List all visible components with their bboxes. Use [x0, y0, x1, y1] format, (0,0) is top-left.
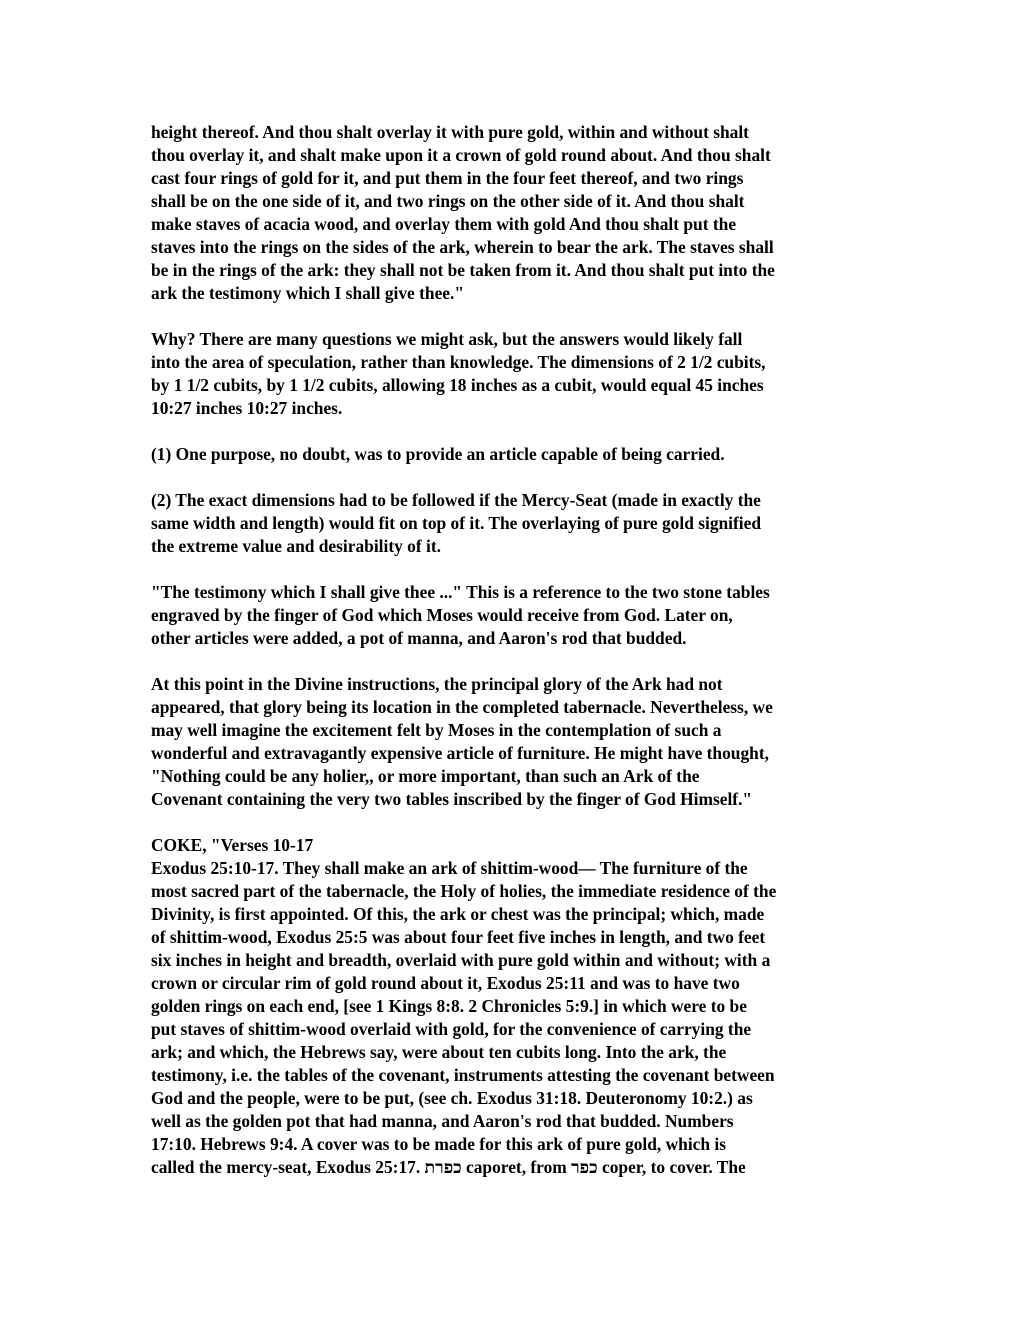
text-line: crown or circular rim of gold round about it, Exodus 25:11 and was to have two	[151, 973, 740, 993]
text-line: wonderful and extravagantly expensive article of furniture. He might have thought,	[151, 743, 769, 763]
text-line: shall be on the one side of it, and two rings on the other side of it. And thou shalt	[151, 191, 745, 211]
text-line: staves into the rings on the sides of the ark, wherein to bear the ark. The staves shall	[151, 237, 774, 257]
text-line: well as the golden pot that had manna, and Aaron's rod that budded. Numbers	[151, 1111, 734, 1131]
text-line: by 1 1/2 cubits, by 1 1/2 cubits, allowing 18 inches as a cubit, would equal 45 inches	[151, 375, 764, 395]
text-line: height thereof. And thou shalt overlay it with pure gold, within and without shalt	[151, 122, 749, 142]
text-line: six inches in height and breadth, overlaid with pure gold within and without; with a	[151, 950, 771, 970]
text-line: the extreme value and desirability of it.	[151, 536, 441, 556]
text-line: Divinity, is first appointed. Of this, the ark or chest was the principal; which, made	[151, 904, 765, 924]
text-line: thou overlay it, and shalt make upon it a crown of gold round about. And thou shalt	[151, 145, 771, 165]
text-line: (1) One purpose, no doubt, was to provide an article capable of being carried.	[151, 444, 725, 464]
text-line: "The testimony which I shall give thee ..." This is a reference to the two stone tables	[151, 582, 770, 602]
text-line: ark; and which, the Hebrews say, were about ten cubits long. Into the ark, the	[151, 1042, 727, 1062]
text-line: "Nothing could be any holier,, or more important, than such an Ark of the	[151, 766, 700, 786]
text-line: God and the people, were to be put, (see ch. Exodus 31:18. Deuteronomy 10:2.) as	[151, 1088, 753, 1108]
text-line: At this point in the Divine instructions, the principal glory of the Ark had not	[151, 674, 723, 694]
paragraph-divine-instructions	[151, 673, 879, 811]
text-line: engraved by the finger of God which Moses would receive from God. Later on,	[151, 605, 733, 625]
text-line: make staves of acacia wood, and overlay them with gold And thou shalt put the	[151, 214, 737, 234]
document-page	[151, 121, 879, 1202]
commentary-section	[151, 834, 879, 1179]
commentary-heading: COKE, "Verses 10-17	[151, 835, 314, 855]
text-line: into the area of speculation, rather than knowledge. The dimensions of 2 1/2 cubits,	[151, 352, 766, 372]
text-line: Covenant containing the very two tables inscribed by the finger of God Himself."	[151, 789, 753, 809]
text-line: most sacred part of the tabernacle, the Holy of holies, the immediate residence of the	[151, 881, 777, 901]
text-line: (2) The exact dimensions had to be followed if the Mercy-Seat (made in exactly the	[151, 490, 761, 510]
text-line: called the mercy-seat, Exodus 25:17. כפרת caporet, from כפר coper, to cover. The	[151, 1157, 746, 1177]
text-line: may well imagine the excitement felt by Moses in the contemplation of such a	[151, 720, 722, 740]
text-line: 17:10. Hebrews 9:4. A cover was to be made for this ark of pure gold, which is	[151, 1134, 727, 1154]
text-line: of shittim-wood, Exodus 25:5 was about four feet five inches in length, and two feet	[151, 927, 766, 947]
text-line: cast four rings of gold for it, and put them in the four feet thereof, and two rings	[151, 168, 744, 188]
text-line: 10:27 inches 10:27 inches.	[151, 398, 343, 418]
paragraph-testimony	[151, 581, 879, 650]
text-line: Why? There are many questions we might ask, but the answers would likely fall	[151, 329, 743, 349]
text-line: golden rings on each end, [see 1 Kings 8:8. 2 Chronicles 5:9.] in which were to be	[151, 996, 747, 1016]
text-line: testimony, i.e. the tables of the covenant, instruments attesting the covenant between	[151, 1065, 775, 1085]
paragraph-purpose-two	[151, 489, 879, 558]
paragraph-why-questions	[151, 328, 879, 420]
paragraph-scripture-quote	[151, 121, 879, 305]
text-line: ark the testimony which I shall give thee."	[151, 283, 465, 303]
text-line: same width and length) would fit on top of it. The overlaying of pure gold signified	[151, 513, 762, 533]
text-line: other articles were added, a pot of manna, and Aaron's rod that budded.	[151, 628, 687, 648]
text-line: Exodus 25:10-17. They shall make an ark of shittim-wood— The furniture of the	[151, 858, 748, 878]
text-line: put staves of shittim-wood overlaid with gold, for the convenience of carrying the	[151, 1019, 752, 1039]
text-line: be in the rings of the ark: they shall not be taken from it. And thou shalt put into the	[151, 260, 775, 280]
paragraph-purpose-one	[151, 443, 879, 466]
text-line: appeared, that glory being its location in the completed tabernacle. Nevertheless, we	[151, 697, 773, 717]
